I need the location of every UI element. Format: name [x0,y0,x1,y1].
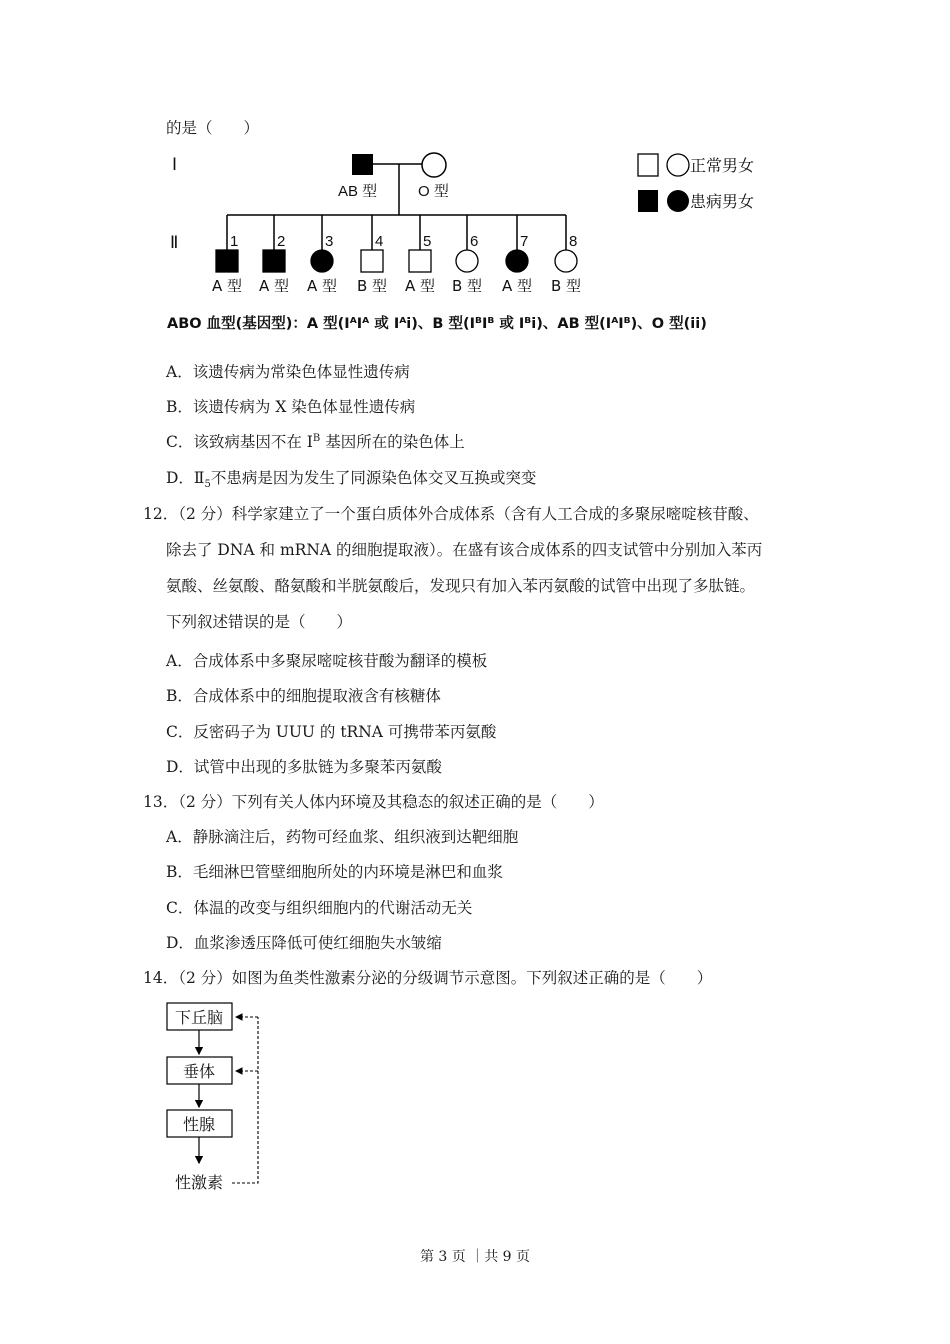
q13-option-d: D．血浆渗透压降低可使红细胞失水皱缩 [166,934,442,952]
q11-option-b: B．该遗传病为 X 染色体显性遗传病 [166,398,416,416]
mother-blood-type: O 型 [418,183,449,200]
q11-stem-tail: 的是（ ） [166,119,260,137]
pituitary-label: 垂体 [182,1062,216,1081]
q11-option-c: C．该致病基因不在 $I^B$ 基因所在的染色体上 [166,432,465,451]
legend-normal-label: 正常男女 [690,156,755,175]
child-symbol-5 [409,250,431,272]
child-symbol-6 [456,250,478,272]
q11-option-a: A．该遗传病为常染色体显性遗传病 [166,363,410,381]
child-symbol-4 [361,250,383,272]
child-number-5: 5 [423,233,432,250]
legend-normal-male [638,154,658,176]
legend-affected-female [667,190,689,212]
child-symbol-2 [263,250,285,272]
q12-stem-line2: 除去了 DNA 和 mRNA 的细胞提取液）。在盛有该合成体系的四支试管中分别加入苯丙 [166,541,763,559]
q12-option-d: D．试管中出现的多肽链为多聚苯丙氨酸 [166,758,442,776]
feedback-line [232,1017,258,1183]
q12-option-a: A．合成体系中多聚尿嘧啶核苷酸为翻译的模板 [166,652,488,670]
q11-option-d: D．$Ⅱ_5$不患病是因为发生了同源染色体交叉互换或突变 [166,469,537,491]
child-blood-type-5: A 型 [404,277,436,295]
father-symbol [352,154,373,175]
q12-stem-line3: 氨酸、丝氨酸、酪氨酸和半胱氨酸后，发现只有加入苯丙氨酸的试管中出现了多肽链。 [166,577,756,595]
child-number-3: 3 [325,233,334,250]
q13-option-b: B．毛细淋巴管壁细胞所处的内环境是淋巴和血浆 [166,863,503,881]
q13-option-a: A．静脉滴注后，药物可经血浆、组织液到达靶细胞 [166,828,519,846]
child-number-7: 7 [520,233,529,250]
child-blood-type-2: A 型 [258,277,290,295]
gonad-label: 性腺 [182,1115,216,1134]
q12-option-b: B．合成体系中的细胞提取液含有核糖体 [166,687,441,705]
child-number-1: 1 [230,233,239,250]
child-blood-type-3: A 型 [306,277,338,295]
child-blood-type-7: A 型 [501,277,533,295]
q12-option-c: C．反密码子为 UUU 的 tRNA 可携带苯丙氨酸 [166,723,497,741]
father-blood-type: AB 型 [338,183,378,200]
generation-label-1: Ⅰ [172,155,178,174]
pedigree-chart [0,0,950,340]
child-blood-type-8: B 型 [550,277,582,295]
child-blood-type-6: B 型 [451,277,483,295]
q13-option-c: C．体温的改变与组织细胞内的代谢活动无关 [166,899,473,917]
hypothalamus-label: 下丘脑 [174,1008,224,1027]
q12-stem-line1: 12．（2 分）科学家建立了一个蛋白质体外合成体系（含有人工合成的多聚尿嘧啶核苷酸、 [143,505,759,523]
legend-affected-male [638,190,658,212]
page-footer: 第 3 页 ｜共 9 页 [419,1249,531,1265]
child-number-4: 4 [375,233,384,250]
child-blood-type-4: B 型 [356,277,388,295]
hormone-regulation-diagram [0,995,300,1195]
q14-stem: 14．（2 分）如图为鱼类性激素分泌的分级调节示意图。下列叙述正确的是（ ） [143,969,713,987]
child-symbol-1 [216,250,238,272]
child-number-6: 6 [470,233,479,250]
child-symbol-8 [555,250,577,272]
child-number-8: 8 [569,233,578,250]
abo-genotype-note: ABO 血型(基因型)：A 型(IᴬIᴬ 或 Iᴬi)、B 型(IᴮIᴮ 或 Iᴮi)、AB 型(IᴬIᴮ)、O 型(ii) [167,316,707,332]
mother-symbol [422,153,446,177]
child-number-2: 2 [277,233,286,250]
q13-stem: 13．（2 分）下列有关人体内环境及其稳态的叙述正确的是（ ） [143,793,604,811]
sex-hormone-label: 性激素 [174,1173,224,1192]
child-blood-type-1: A 型 [211,277,243,295]
child-symbol-3 [311,250,333,272]
generation-label-2: Ⅱ [170,233,179,252]
legend-affected-label: 患病男女 [690,192,755,211]
child-symbol-7 [506,250,528,272]
legend-normal-female [667,154,689,176]
q12-stem-line4: 下列叙述错误的是（ ） [166,613,353,631]
